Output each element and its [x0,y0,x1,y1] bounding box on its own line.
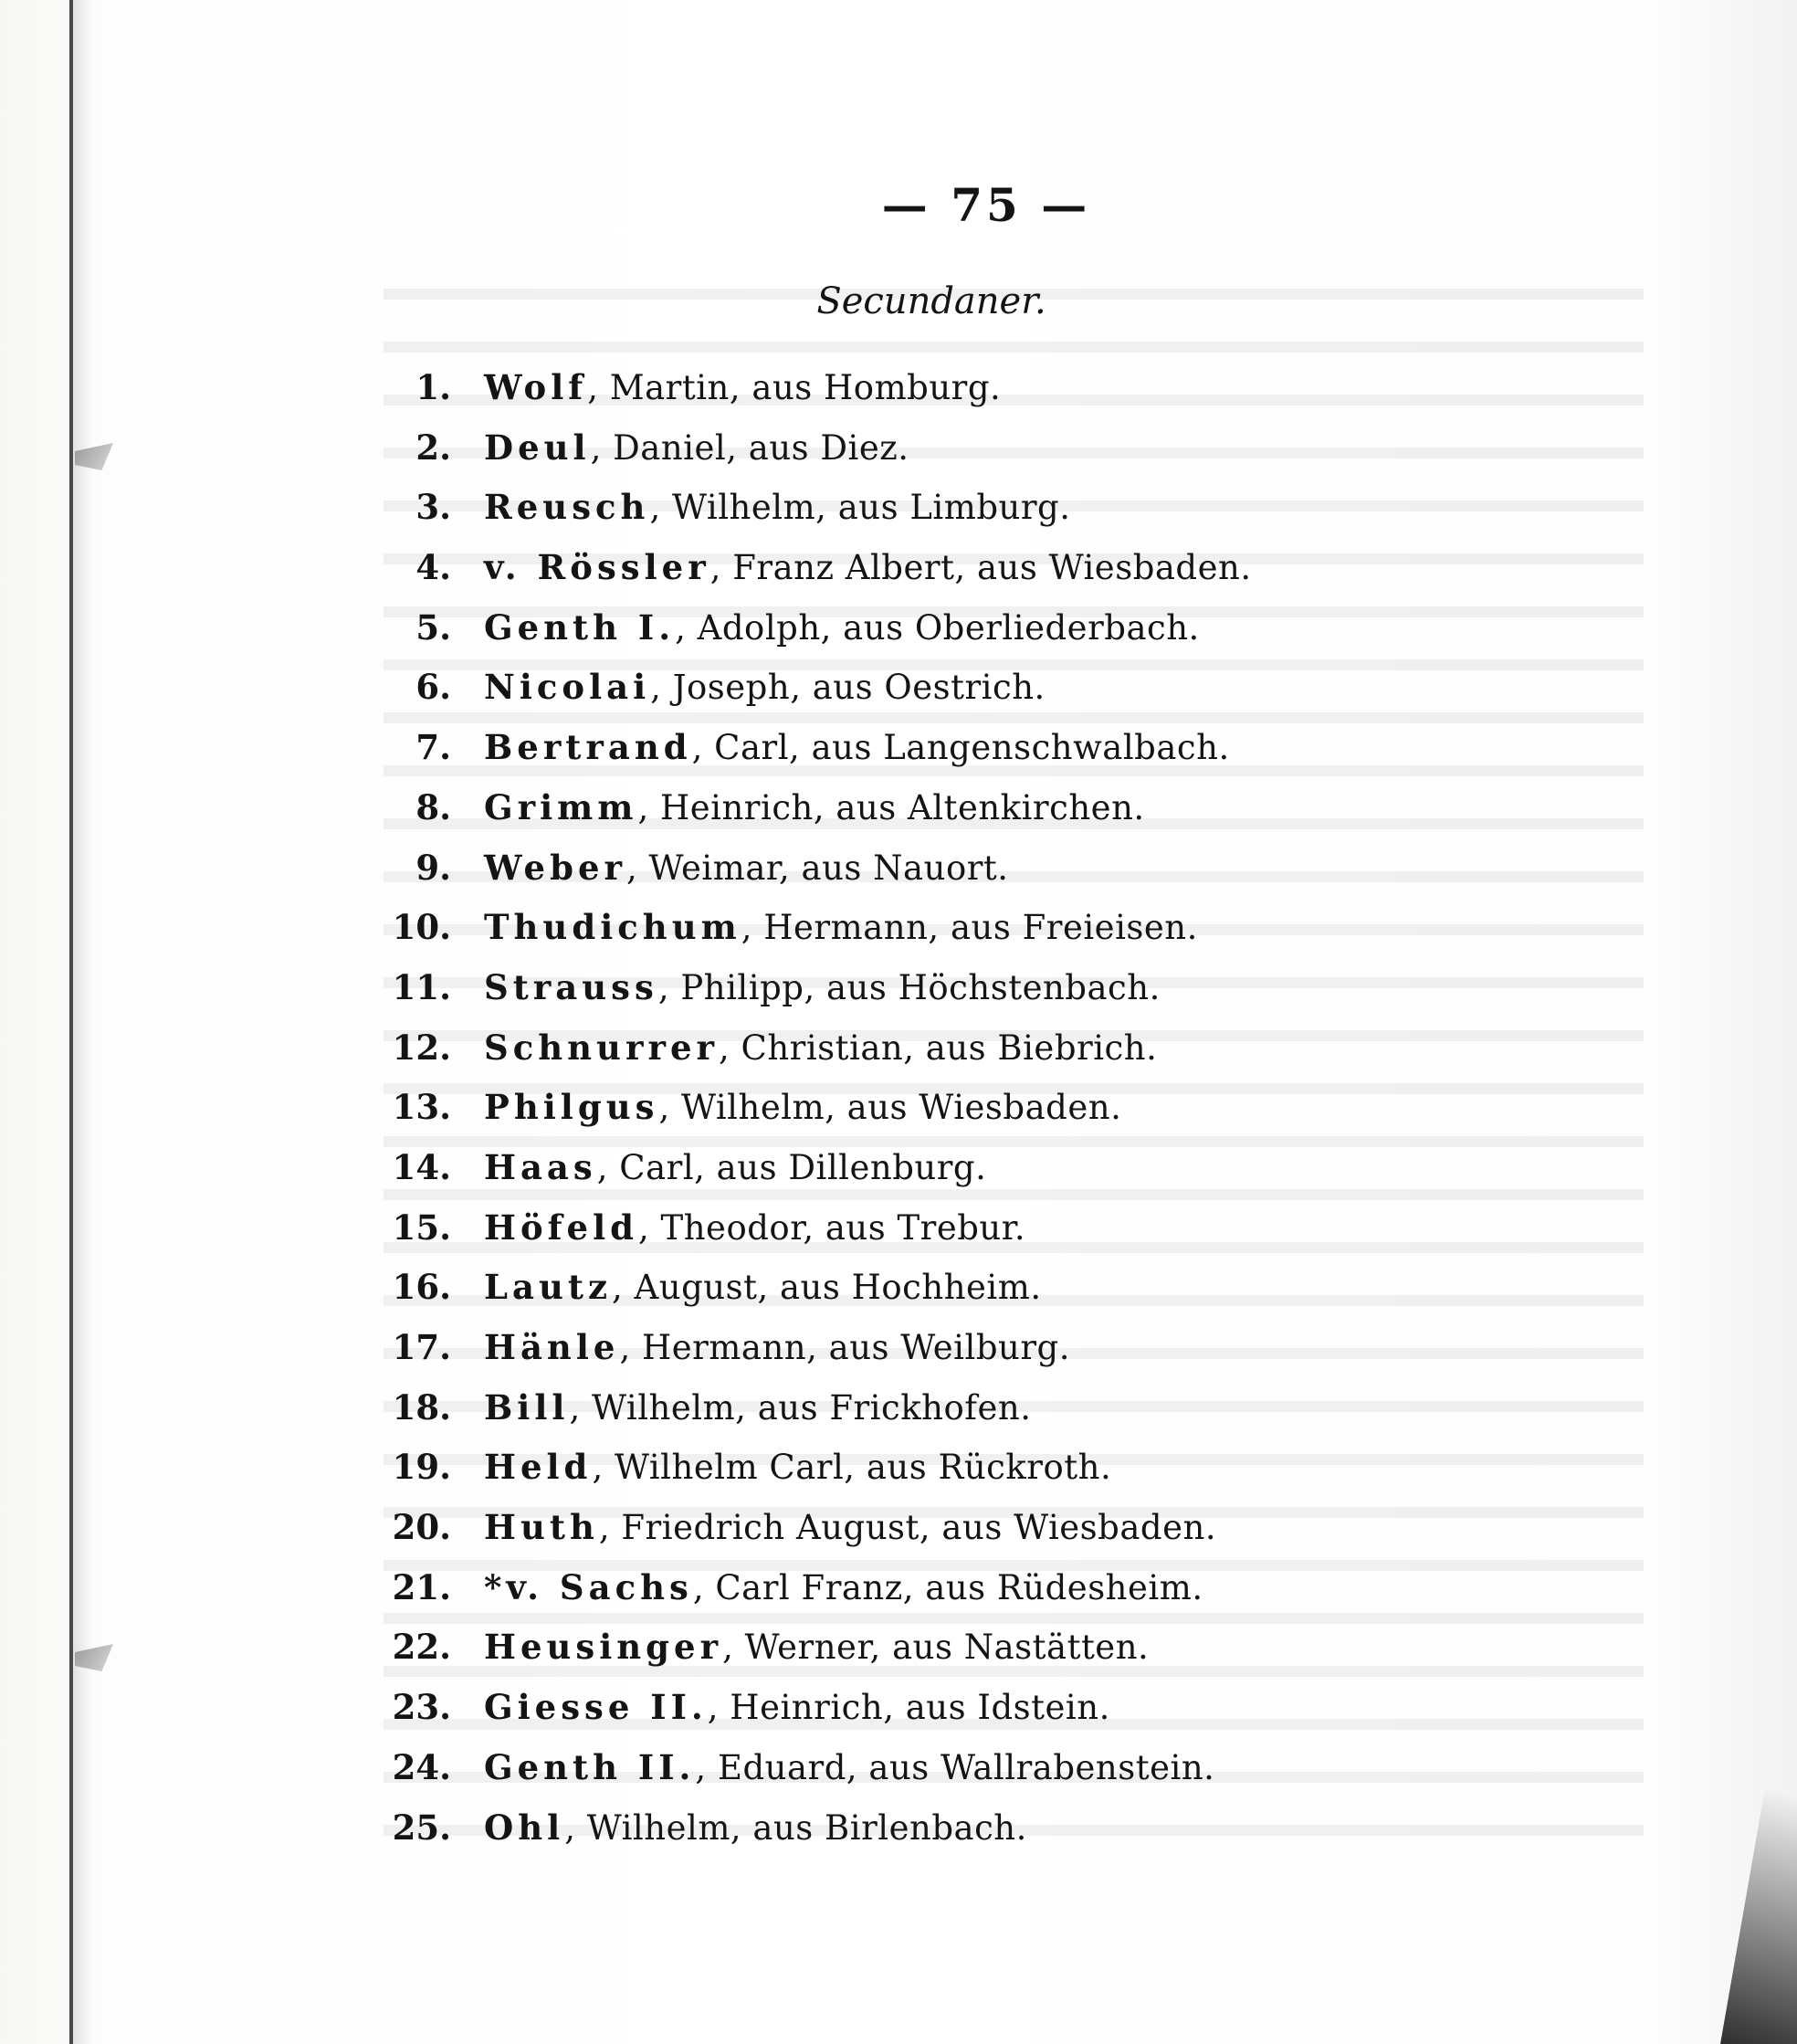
entry-number: 25. [392,1807,451,1848]
list-item [365,1617,1689,1678]
entry-details: , Friedrich August, aus Wiesbaden. [598,1508,1217,1548]
list-item [365,478,1689,538]
entry-number: 21. [392,1566,451,1607]
entry-number: 23. [392,1687,451,1728]
entry-details: , Heinrich, aus Altenkirchen. [637,787,1145,827]
entry-number: 5. [415,606,451,648]
entry-details: , Wilhelm, aus Wiesbaden. [658,1088,1122,1128]
entry-surname: Heusinger [484,1627,723,1668]
entry-details: , Joseph, aus Oestrich. [650,668,1046,708]
list-item [365,838,1689,899]
entry-details: , Daniel, aus Diez. [590,427,909,468]
entry-details: , Franz Albert, aus Wiesbaden. [709,548,1252,588]
entry-details: , August, aus Hochheim. [612,1268,1042,1308]
list-item [365,418,1689,479]
entry-details: , Heinrich, aus Idstein. [707,1688,1110,1728]
entry-number: 3. [415,487,451,528]
entry-surname: Reusch [484,487,650,528]
list-item [365,1258,1689,1318]
entry-number: 8. [415,786,451,827]
entry-surname: Strauss [484,966,658,1007]
entry-surname: Bertrand [484,727,692,768]
entry-details: , Carl Franz, aus Rüdesheim. [692,1567,1203,1607]
entry-number: 24. [392,1746,451,1787]
entry-surname: Höfeld [484,1206,639,1248]
entry-surname: *v. Sachs [484,1566,693,1607]
entry-number: 1. [415,367,451,407]
list-item [365,598,1689,659]
page-corner-shadow [1687,1606,1797,2044]
list-item [365,898,1689,958]
entry-surname: Philgus [484,1087,659,1128]
entry-surname: Weber [484,847,626,888]
list-item [365,718,1689,778]
list-item [365,1078,1689,1138]
entry-details: , Weimar, aus Nauort. [625,848,1009,888]
list-item [365,1138,1689,1198]
entry-surname: Thudichum [484,907,741,948]
page-number: — 75 — [881,178,1091,232]
entry-details: , Hermann, aus Weilburg. [619,1328,1070,1367]
list-item [365,1198,1689,1259]
entry-details: , Werner, aus Nastätten. [722,1628,1150,1668]
entry-surname: Ohl [484,1807,565,1848]
spine-shadow [73,0,93,2044]
entry-number: 12. [392,1027,451,1068]
entry-number: 15. [392,1206,451,1248]
entry-number: 17. [392,1327,451,1367]
list-item [365,958,1689,1018]
list-item [365,1018,1689,1079]
entry-number: 22. [392,1627,451,1668]
entry-surname: Huth [484,1507,599,1548]
entry-surname: Giesse II. [484,1687,708,1728]
entry-surname: Wolf [484,367,588,407]
entry-number: 18. [392,1386,451,1428]
entry-number: 9. [415,847,451,888]
entry-number: 2. [415,427,451,468]
entry-surname: Grimm [484,786,638,827]
entry-surname: Deul [484,427,591,468]
entry-surname: Lautz [484,1267,612,1308]
entry-details: , Hermann, aus Freieisen. [741,908,1198,948]
section-title: Secundaner. [816,280,1046,322]
entry-details: , Wilhelm, aus Limburg. [649,488,1071,528]
entry-number: 19. [392,1447,451,1488]
entry-surname: Schnurrer [484,1027,719,1068]
entry-details: , Adolph, aus Oberliederbach. [675,607,1200,648]
list-item [365,1318,1689,1378]
entry-number: 14. [392,1146,451,1187]
entry-number: 13. [392,1087,451,1128]
entry-surname: v. Rössler [484,547,710,588]
entry-details: , Martin, aus Homburg. [587,368,1002,407]
entry-surname: Bill [484,1386,570,1428]
entry-surname: Held [484,1447,593,1488]
entry-surname: Haas [484,1146,597,1187]
entry-details: , Carl, aus Dillenburg. [596,1147,987,1187]
entry-number: 20. [392,1507,451,1548]
list-item [365,538,1689,598]
entry-details: , Wilhelm, aus Frickhofen. [569,1387,1032,1428]
entry-surname: Hänle [484,1327,620,1367]
student-roster [365,358,1689,1858]
list-item [365,658,1689,718]
entry-number: 10. [392,907,451,948]
list-item [365,1678,1689,1738]
entry-surname: Genth I. [484,606,676,648]
list-item [365,358,1689,418]
entry-number: 6. [415,667,451,708]
entry-number: 11. [392,966,451,1007]
entry-details: , Theodor, aus Trebur. [638,1207,1026,1248]
entry-details: , Christian, aus Biebrich. [718,1027,1158,1068]
entry-details: , Eduard, aus Wallrabenstein. [695,1747,1215,1787]
entry-details: , Wilhelm, aus Birlenbach. [564,1807,1027,1848]
entry-surname: Genth II. [484,1746,696,1787]
list-item [365,1498,1689,1558]
entry-number: 4. [415,547,451,588]
entry-surname: Nicolai [484,667,651,708]
list-item [365,1378,1689,1438]
entry-number: 16. [392,1267,451,1308]
list-item [365,1558,1689,1618]
entry-number: 7. [415,727,451,768]
list-item [365,1738,1689,1798]
list-item [365,1438,1689,1498]
entry-details: , Carl, aus Langenschwalbach. [691,728,1230,768]
list-item [365,1798,1689,1859]
list-item [365,778,1689,838]
entry-details: , Philipp, aus Höchstenbach. [657,967,1161,1007]
entry-details: , Wilhelm Carl, aus Rückroth. [592,1448,1112,1488]
